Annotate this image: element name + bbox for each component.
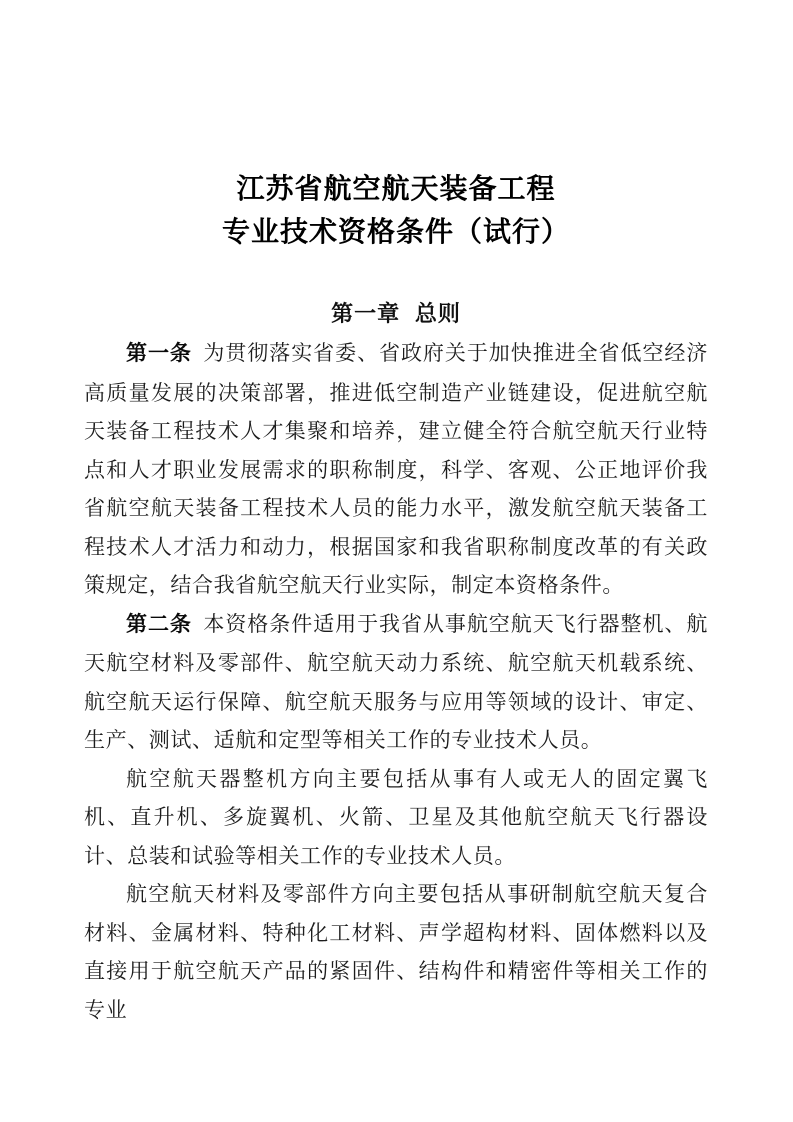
- paragraph-text: 航空航天器整机方向主要包括从事有人或无人的固定翼飞机、直升机、多旋翼机、火箭、卫星及其他航空航天飞行器设计、总装和试验等相关工作的专业技术人员。: [84, 766, 708, 868]
- document-title-line1: 江苏省航空航天装备工程: [236, 174, 556, 205]
- paragraph-text: 为贯彻落实省委、省政府关于加快推进全省低空经济高质量发展的决策部署，推进低空制造产业链建设，促进航空航天装备工程技术人才集聚和培养，建立健全符合航空航天行业特点和人才职业发展需求的职称制度，科学、客观、公正地评价我省航空航天装备工程技术人员的能力水平，激发航空航天装备工程技术人才活力和动力，根据国家和我省职称制度改革的有关政策规定，结合我省航空航天行业实际，制定本资格条件。: [84, 341, 708, 597]
- article-label: 第一条: [126, 342, 192, 365]
- article-label: 第二条: [126, 612, 192, 636]
- body-paragraph: [84, 334, 708, 605]
- document-title: [84, 168, 708, 254]
- document-body: [84, 334, 708, 1029]
- document-title-line2: 专业技术资格条件（试行）: [221, 217, 570, 248]
- body-paragraph: [84, 605, 708, 760]
- body-paragraph: [84, 875, 708, 1029]
- chapter-heading: 第一章 总则: [331, 301, 461, 326]
- body-paragraph: [84, 760, 708, 876]
- paragraph-text: 本资格条件适用于我省从事航空航天飞行器整机、航天航空材料及零部件、航空航天动力系统、航空航天机载系统、航空航天运行保障、航空航天服务与应用等领域的设计、审定、生产、测试、适航和定型等相关工作的专业技术人员。: [84, 611, 708, 752]
- paragraph-text: 航空航天材料及零部件方向主要包括从事研制航空航天复合材料、金属材料、特种化工材料、声学超构材料、固体燃料以及直接用于航空航天产品的紧固件、结构件和精密件等相关工作的专业: [84, 882, 708, 1022]
